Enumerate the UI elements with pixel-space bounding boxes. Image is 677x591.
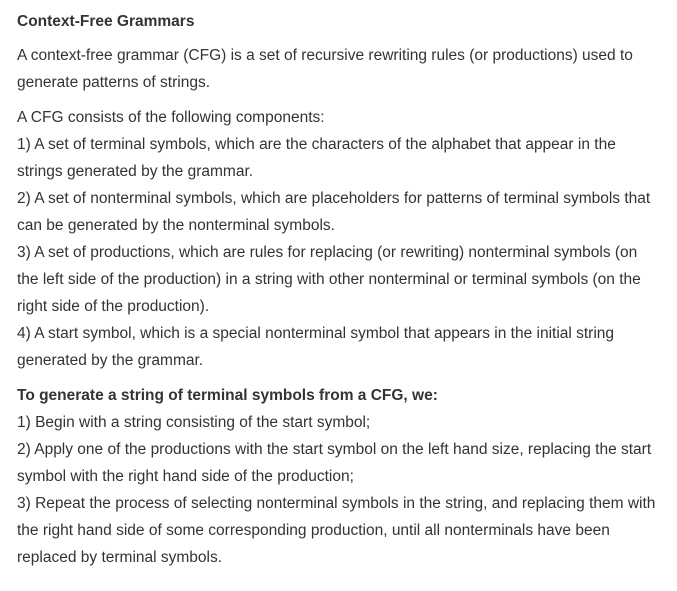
generation-step: 3) Repeat the process of selecting nonterminal symbols in the string, and replacing them with the right hand side of some corresponding production, until all nonterminals have been replaced by terminal symbols. xyxy=(17,495,656,566)
intro-paragraph: A context-free grammar (CFG) is a set of recursive rewriting rules (or productions) used to generate patterns of strings. xyxy=(17,47,633,91)
section-heading: Context-Free Grammars xyxy=(17,13,195,30)
components-paragraph xyxy=(17,104,659,374)
generation-step: 1) Begin with a string consisting of the start symbol; xyxy=(17,414,371,431)
generation-paragraph xyxy=(17,382,659,571)
components-lead: A CFG consists of the following components: xyxy=(17,109,325,126)
component-item: 4) A start symbol, which is a special nonterminal symbol that appears in the initial string generated by the grammar. xyxy=(17,325,615,369)
generation-step: 2) Apply one of the productions with the start symbol on the left hand size, replacing the start symbol with the right hand side of the production; xyxy=(17,441,652,485)
component-item: 3) A set of productions, which are rules for replacing (or rewriting) nonterminal symbols (on the left side of the production) in a string with other nonterminal or terminal symbols (on the right side of the production). xyxy=(17,244,641,315)
component-item: 2) A set of nonterminal symbols, which are placeholders for patterns of terminal symbols that can be generated by the nonterminal symbols. xyxy=(17,190,651,234)
generation-lead: To generate a string of terminal symbols from a CFG, we: xyxy=(17,387,438,404)
component-item: 1) A set of terminal symbols, which are the characters of the alphabet that appear in the strings generated by the grammar. xyxy=(17,136,616,180)
